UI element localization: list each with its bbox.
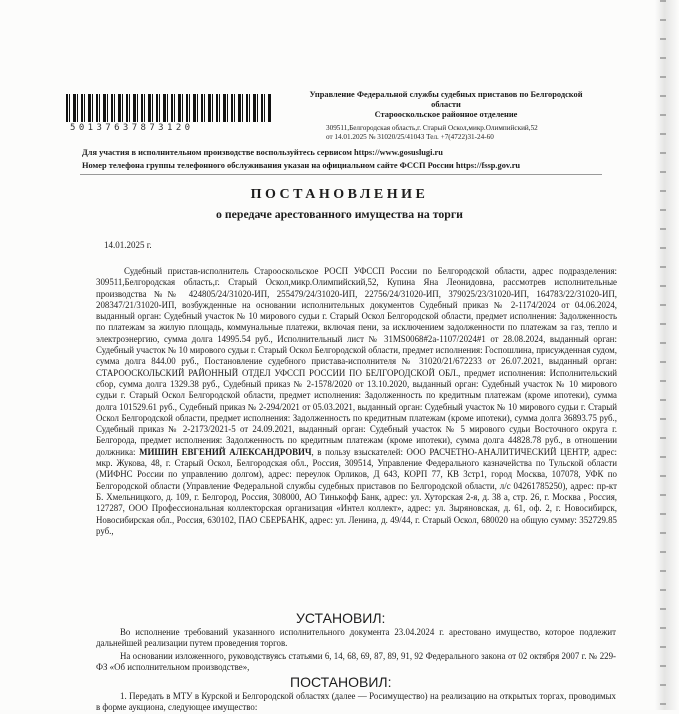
barcode-number: 50137637873120: [70, 123, 194, 133]
body-paragraph: [96, 266, 617, 537]
divider: [80, 174, 602, 175]
document-date: 14.01.2025 г.: [104, 240, 152, 250]
document-title: ПОСТАНОВЛЕНИЕ: [250, 187, 429, 202]
postanovil-item-1: 1. Передать в МТУ в Курской и Белгородской областях (далее — Росимущество) на реализацию на открытых торгах, проводимых в форме аукциона, следующее имущество:: [96, 691, 616, 713]
agency-reference-line: от 14.01.2025 № 31020/25/41043 Тел. +7(4722)31-24-60: [326, 133, 494, 141]
body-intro: Судебный пристав-исполнитель Старооскольское РОСП УФССП России по Белгородской области, адрес подразделения: 309511,Белгородская область,г. Старый Оскол,микр.Олимпийский,52, Купина Яна Леонидовна, рассмотрев исполнительные производства №№ 424805/24/31020-ИП, 255479/24/31020-ИП, 22756/24/31020-ИП, 379025/23/31020-ИП, 164783/22/31020-ИП, 208347/21/31020-ИП, возбужденные на основании исполнительных документов Судебный приказ № 2-1174/2024 от 04.06.2024, выданный орган: Судебный участок № 10 мирового судьи г. Старый Оскол Белгородской области, предмет исполнения: Задолженность по платежам за жилую площадь, коммунальные платежи, включая пени, за исключением задолженности по платежам за газ, тепло и электроэнергию, сумма долга 14995.54 руб., Исполнительный лист № 31MS0068#2a-1107/2024#1 от 28.08.2024, выданный орган: Судебный участок № 10 мирового судьи г. Старый Оскол Белгородской области, предмет исполнения: Госпошлина, присужденная судом, сумма долга 844.00 руб., Постановление судебного пристава-исполнителя № 31020/21/672233 от 26.07.2021, выданный орган: СТАРООСКОЛЬСКИЙ РАЙОННЫЙ ОТДЕЛ УФССП РОССИИ ПО БЕЛГОРОДСКОЙ ОБЛ., предмет исполнения: Исполнительский сбор, сумма долга 1329.38 руб., Судебный приказ № 2-1578/2020 от 13.10.2020, выданный орган: Судебный участок № 10 мирового судьи г. Старый Оскол Белгородской области, предмет исполнения: Задолженность по кредитным платежам (кроме ипотеки), сумма долга 101529.61 руб., Судебный приказ № 2-294/2021 от 05.03.2021, выданный орган: Судебный участок № 10 мирового судьи г. Старый Оскол Белгородской области, предмет исполнения: Задолженность по кредитным платежам (кроме ипотеки), сумма долга 36893.75 руб., Судебный приказ № 2-2173/2021-5 от 24.09.2021, выданный орган: Судебный участок № 5 мирового судьи Восточного округа г. Белгорода, предмет исполнения: Задолженность по кредитным платежам (кроме ипотеки), сумма долга 44828.78 руб., в отношении должника:: [96, 266, 617, 457]
ustanovil-paragraph-1: Во исполнение требований указанного исполнительного документа 23.04.2024 г. арестовано имущество, которое подлежит дальнейшей реализации путем проведения торгов.: [96, 627, 616, 649]
agency-address: [326, 124, 626, 142]
agency-line-2: области: [431, 100, 461, 109]
phone-notice: Номер телефона группы телефонного обслуживания указан на официальном сайте ФССП России https://fssp.gov.ru: [82, 161, 521, 170]
agency-line-3: Старооскольское районное отделение: [374, 110, 518, 119]
scan-edge-marks: [660, 0, 666, 710]
agency-line-1: Управление Федеральной службы судебных приставов по Белгородской: [309, 90, 583, 99]
gosuslugi-notice: Для участия в исполнительном производстве воспользуйтесь сервисом https://www.gosuslugi.ru: [82, 148, 443, 157]
document-subtitle: о передаче арестованного имущества на торги: [216, 207, 463, 221]
ustanovil-paragraph-2: На основании изложенного, руководствуясь статьями 6, 14, 68, 69, 87, 89, 91, 92 Федерального закона от 02 октября 2007 г. № 229-ФЗ «Об исполнительном производстве»,: [96, 651, 616, 673]
postanovil-heading: ПОСТАНОВИЛ:: [290, 674, 392, 690]
ustanovil-heading: УСТАНОВИЛ:: [296, 610, 386, 626]
debtor-name: МИШИН ЕВГЕНИЙ АЛЕКСАНДРОВИЧ: [139, 446, 312, 457]
barcode: [66, 94, 272, 122]
agency-address-line: 309511,Белгородская область,г. Старый Оскол,микр.Олимпийский,52: [326, 124, 538, 132]
agency-header: [296, 90, 596, 120]
scan-edge-shadow: [655, 0, 679, 710]
body-creditors: , в пользу взыскателей: ООО РАСЧЕТНО-АНАЛИТИЧЕСКИЙ ЦЕНТР, адрес: мкр. Жукова, 48, г. Старый Оскол, Белгородская обл., Россия, 309514, Управление Федерального казначейства по Тульской области (МИФНС России по управлению долгом), адрес: переулок Орликов, Д 643, КОРП 77, КВ 3стр1, город Москва, 107078, УФК по Белгородской области (Управление Федеральной службы судебных приставов по Белгородской области, л/с 04261785250), адрес: пр-кт Б. Хмельницкого, д. 109, г. Белгород, Россия, 308000, АО Тинькофф Банк, адрес: ул. Хуторская 2-я, д. 38 а, стр. 26, г. Москва , Россия, 127287, ООО Профессиональная коллекторская организация «Интел коллект», адрес: ул. Зыряновская, д. 61, оф. 2, г. Новосибирск, Новосибирская обл., Россия, 630102, ПАО СБЕРБАНК, адрес: ул. Ленина, д. 49/44, г. Старый Оскол, 680020 на общую сумму: 352729.85 руб.,: [96, 446, 617, 536]
